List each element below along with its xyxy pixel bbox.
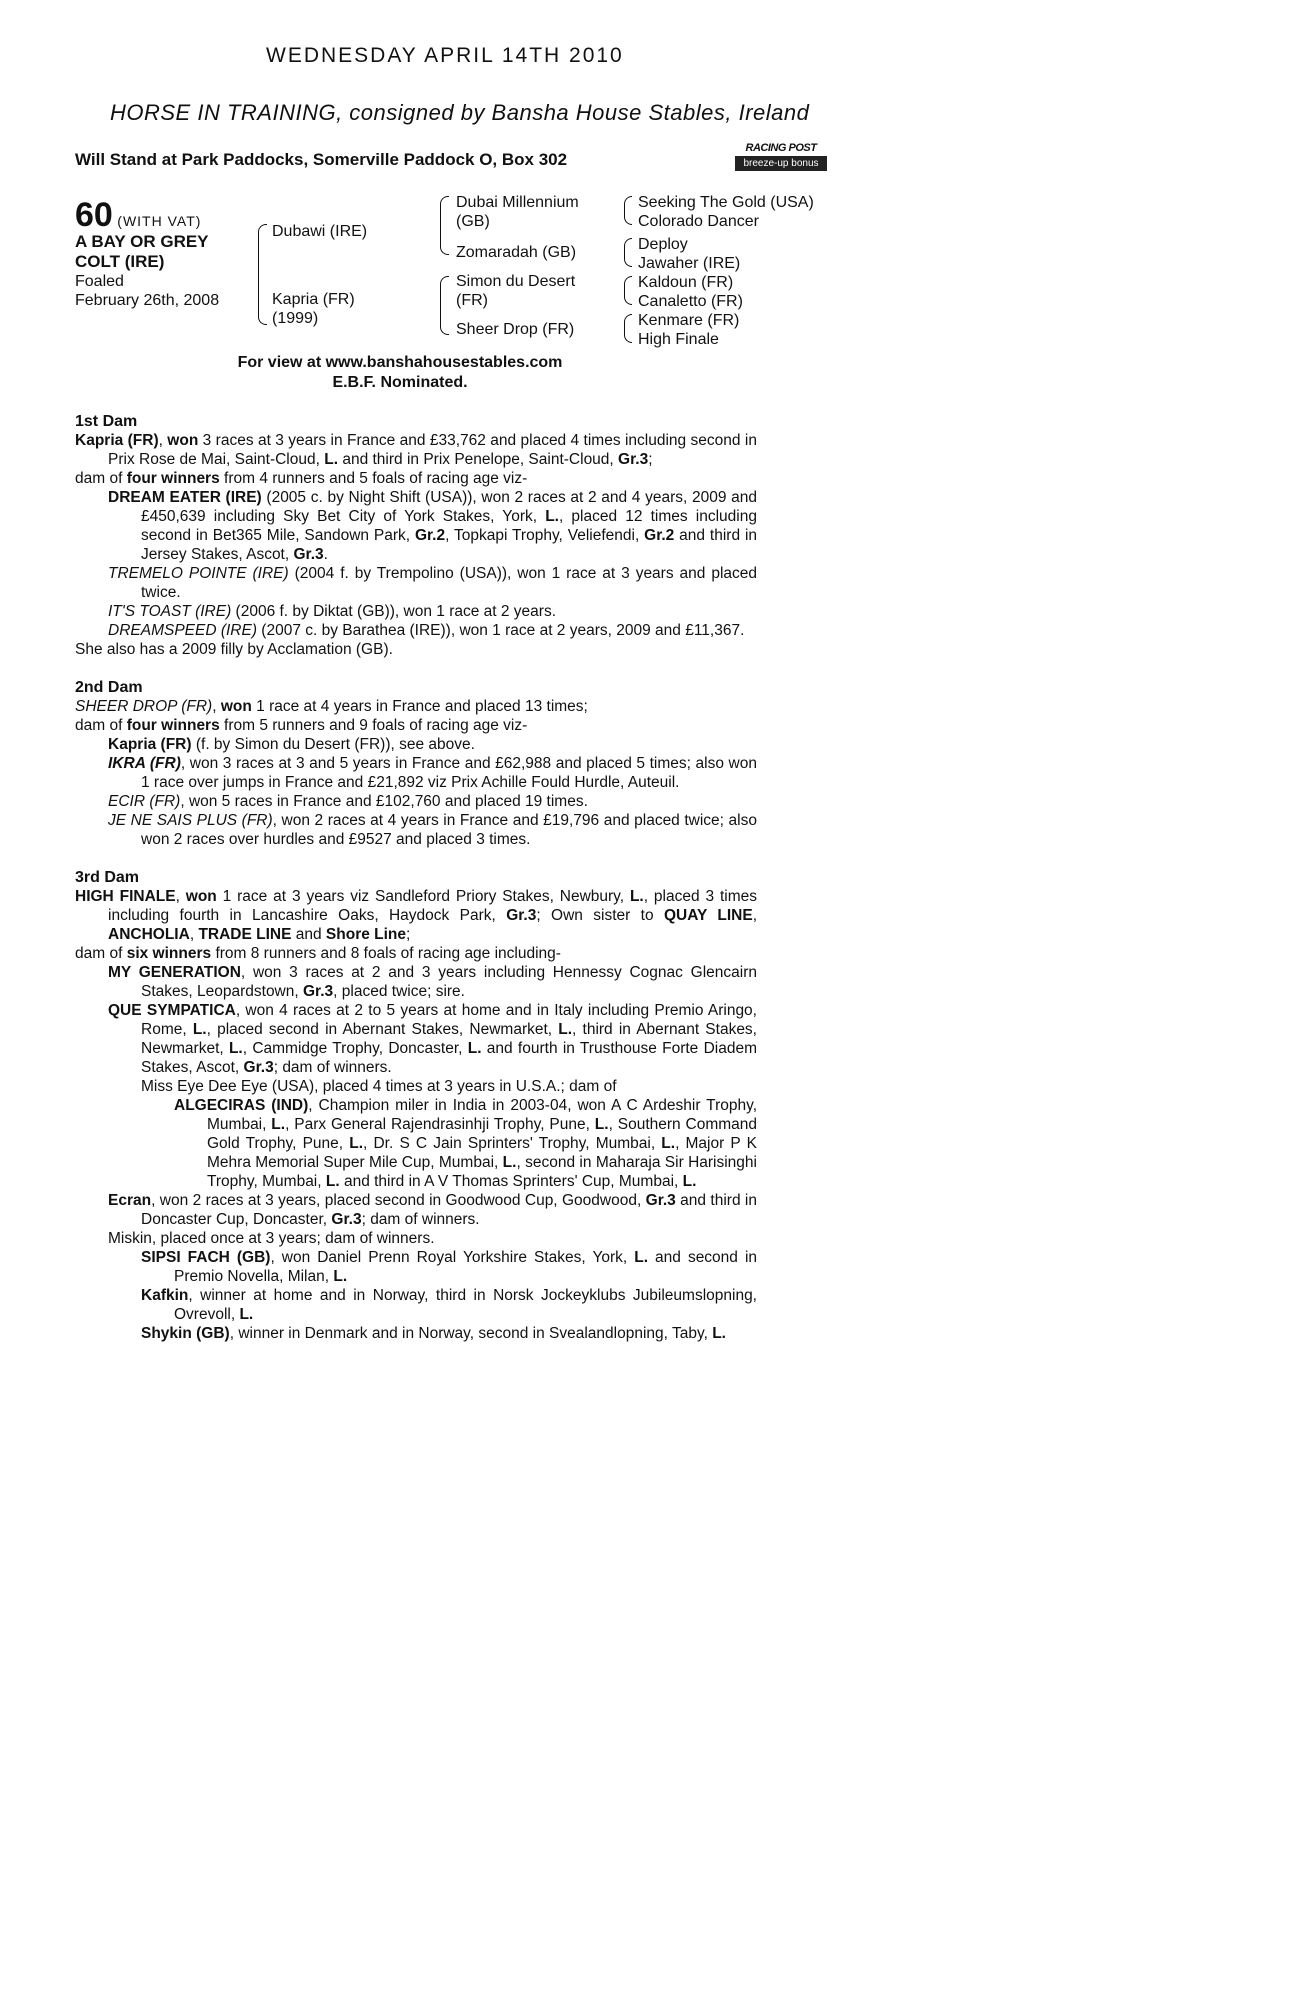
brace-g1b — [624, 210, 632, 225]
lot-description — [75, 232, 209, 272]
produce-dreamspeed: DREAMSPEED (IRE) (2007 c. by Barathea (IRE)), won 1 race at 2 years, 2009 and £11,367. — [108, 622, 745, 639]
foaled-info — [75, 272, 219, 310]
foaled-label: Foaled — [75, 273, 124, 290]
ebf-nominated: E.B.F. Nominated. — [332, 374, 468, 391]
sale-date: WEDNESDAY APRIL 14TH 2010 — [266, 44, 624, 67]
lot-vat: (WITH VAT) — [117, 213, 202, 229]
sire-dam: Zomaradah (GB) — [456, 244, 577, 261]
produce-shykin: Shykin (GB), winner in Denmark and in Norway, second in Svealandlopning, Taby, L. — [141, 1325, 726, 1342]
stand-location: Will Stand at Park Paddocks, Somerville Paddock O, Box 302 — [75, 150, 568, 169]
produce-miskin: Miskin, placed once at 3 years; dam of winners. — [108, 1230, 435, 1247]
view-link[interactable]: For view at www.banshahousestables.com — [237, 354, 563, 371]
sss: Seeking The Gold (USA) — [638, 194, 814, 211]
dam-sire — [456, 272, 575, 310]
produce-tremelo-pointe: TREMELO POINTE (IRE) (2004 f. by Trempolino (USA)), won 1 race at 3 years and placed twice. — [108, 565, 758, 601]
logo-top-text: RACING POST — [745, 142, 817, 154]
lot-desc-line2: COLT (IRE) — [75, 252, 165, 271]
ss-line2: (GB) — [456, 213, 490, 230]
consignor-line: HORSE IN TRAINING, consigned by Bansha House Stables, Ireland — [110, 100, 810, 125]
dam-name-line1: Kapria (FR) — [272, 291, 355, 308]
sds: Deploy — [638, 236, 688, 253]
first-dam-heading: 1st Dam — [75, 413, 138, 430]
produce-que-sympatica: QUE SYMPATICA, won 4 races at 2 to 5 years at home and in Italy including Premio Aringo, Rome, L., placed second in Abernant Stakes, Newmarket, L., third in Abernant Stakes, Newmarket, L., Cammidge Trophy, Doncaster, L. and fourth in Trusthouse Forte Diadem Stakes, Ascot, Gr.3; dam of winners. — [108, 1002, 757, 1076]
third-dam-entry: HIGH FINALE, won 1 race at 3 years viz Sandleford Priory Stakes, Newbury, L., placed 3 times including fourth in Lancashire Oaks, Haydock Park, Gr.3; Own sister to QUAY LINE, ANCHOLIA, TRADE LINE and Shore Line; — [75, 888, 757, 943]
ss-line1: Dubai Millennium — [456, 194, 579, 211]
brace-g3b — [624, 290, 632, 305]
brace-sire-top — [258, 224, 267, 273]
produce-dream-eater: DREAM EATER (IRE) (2005 c. by Night Shift (USA)), won 2 races at 2 and 4 years, 2009 and £450,639 including Sky Bet City of York Stakes, York, L., placed 12 times including second in Bet365 Mile, Sandown Park, Gr.2, Topkapi Trophy, Veliefendi, Gr.2 and third in Jersey Stakes, Ascot, Gr.3. — [108, 489, 758, 563]
lot-num: 60 — [75, 196, 113, 234]
dam-name — [272, 290, 355, 328]
second-dam-heading: 2nd Dam — [75, 679, 143, 696]
produce-its-toast: IT'S TOAST (IRE) (2006 f. by Diktat (GB)), won 1 race at 2 years. — [108, 603, 557, 620]
dss: Kaldoun (FR) — [638, 274, 734, 291]
second-dam-entry: SHEER DROP (FR), won 1 race at 4 years in France and placed 13 times; — [75, 698, 588, 715]
dam-name-line2: (1999) — [272, 310, 319, 327]
produce-kafkin: Kafkin, winner at home and in Norway, third in Norsk Jockeyklubs Jubileumslopning, Ovrevoll, L. — [141, 1287, 757, 1323]
brace-sd — [440, 222, 449, 255]
lot-desc-line1: A BAY OR GREY — [75, 232, 209, 251]
produce-algeciras: ALGECIRAS (IND), Champion miler in India in 2003-04, won A C Ardeshir Trophy, Mumbai, L., Parx General Rajendrasinhji Trophy, Pune, L., Southern Command Gold Trophy, Pune, L., Dr. S C Jain Sprinters' Trophy, Mumbai, L., Major P K Mehra Memorial Super Mile Cup, Mumbai, L., second in Maharaja Sir Harisinghi Trophy, Mumbai, L. and third in A V Thomas Sprinters' Cup, Mumbai, L. — [174, 1097, 757, 1190]
first-dam-produce-summary: dam of four winners from 4 runners and 5 foals of racing age viz- — [75, 470, 528, 487]
produce-ecran: Ecran, won 2 races at 3 years, placed second in Goodwood Cup, Goodwood, Gr.3 and third in Doncaster Cup, Doncaster, Gr.3; dam of winners. — [108, 1192, 757, 1228]
catalogue-body — [75, 412, 757, 1343]
lot-number — [75, 196, 201, 235]
produce-je-ne-sais-plus: JE NE SAIS PLUS (FR), won 2 races at 4 years in France and £19,796 and placed twice; also won 2 races over hurdles and £9527 and placed 3 times. — [108, 812, 757, 848]
ddd: High Finale — [638, 331, 719, 348]
brace-dam-bot — [258, 272, 267, 325]
racing-post-logo — [735, 142, 827, 182]
produce-ikra: IKRA (FR), won 3 races at 3 and 5 years in France and £62,988 and placed 5 times; also won 1 race over jumps in France and £21,892 viz Prix Achille Fould Hurdle, Auteuil. — [108, 755, 757, 791]
sire-sire — [456, 193, 579, 231]
third-dam-produce-summary: dam of six winners from 8 runners and 8 foals of racing age including- — [75, 945, 561, 962]
produce-my-generation: MY GENERATION, won 3 races at 2 and 3 years including Hennessy Cognac Glencairn Stakes, Leopardstown, Gr.3, placed twice; sire. — [108, 964, 757, 1000]
ds-line1: Simon du Desert — [456, 273, 576, 290]
dsd: Canaletto (FR) — [638, 293, 743, 310]
dam-dam: Sheer Drop (FR) — [456, 321, 575, 338]
third-dam-heading: 3rd Dam — [75, 869, 140, 886]
ssd: Colorado Dancer — [638, 213, 759, 230]
brace-g4b — [624, 328, 632, 343]
logo-bonus-text: breeze-up bonus — [735, 156, 827, 171]
produce-ecir: ECIR (FR), won 5 races in France and £102,760 and placed 19 times. — [108, 793, 588, 810]
second-dam-produce-summary: dam of four winners from 5 runners and 9 foals of racing age viz- — [75, 717, 528, 734]
ds-line2: (FR) — [456, 292, 488, 309]
foaled-date: February 26th, 2008 — [75, 292, 220, 309]
first-dam-also-has: She also has a 2009 filly by Acclamation (GB). — [75, 641, 393, 658]
produce-sipsi-fach: SIPSI FACH (GB), won Daniel Prenn Royal Yorkshire Stakes, York, L. and second in Premio Novella, Milan, L. — [141, 1249, 758, 1285]
first-dam-entry: Kapria (FR), won 3 races at 3 years in France and £33,762 and placed 4 times including second in Prix Rose de Mai, Saint-Cloud, L. and third in Prix Penelope, Saint-Cloud, Gr.3; — [75, 432, 757, 468]
brace-dd — [440, 300, 449, 335]
brace-g2b — [624, 252, 632, 267]
produce-miss-eye-dee-eye: Miss Eye Dee Eye (USA), placed 4 times at 3 years in U.S.A.; dam of — [141, 1078, 617, 1095]
produce-kapria: Kapria (FR) (f. by Simon du Desert (FR)), see above. — [108, 736, 475, 753]
sire-name: Dubawi (IRE) — [272, 223, 368, 240]
sdd: Jawaher (IRE) — [638, 255, 741, 272]
dds: Kenmare (FR) — [638, 312, 740, 329]
